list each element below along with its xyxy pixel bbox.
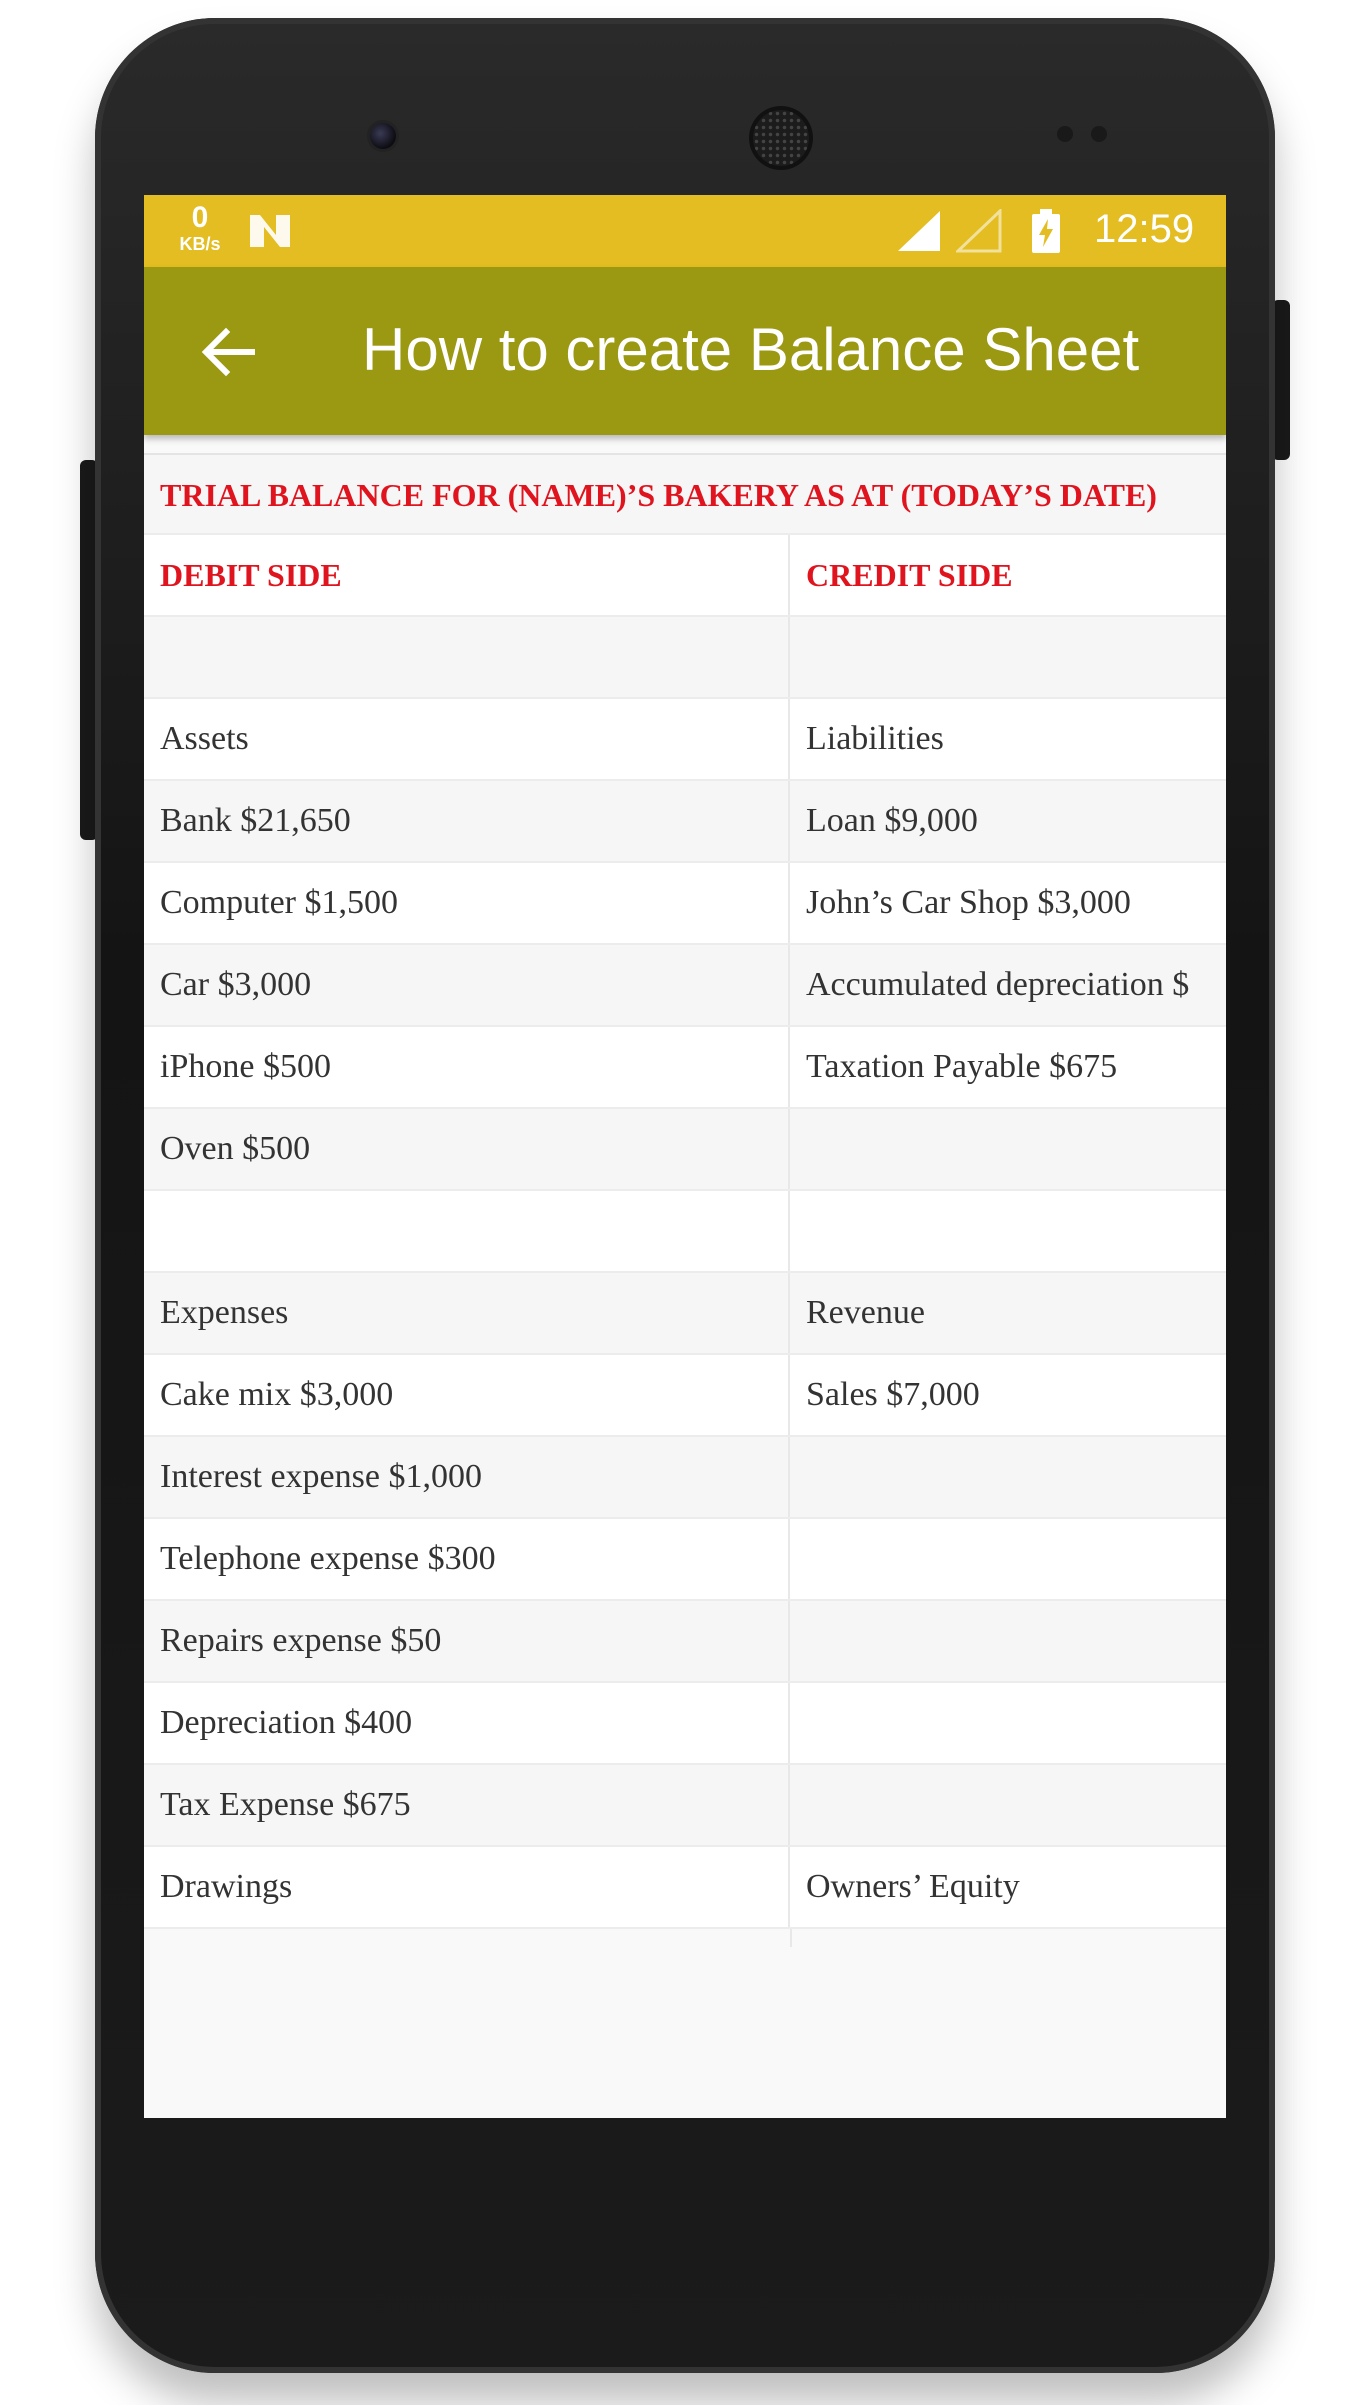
debit-cell [144,1191,790,1271]
debit-cell [144,617,790,697]
credit-cell: John’s Car Shop $3,000 [806,884,1131,921]
table-row [144,1683,1226,1765]
debit-cell: Tax Expense $675 [144,1765,790,1845]
credit-cell [790,1437,1226,1517]
status-bar [144,195,1226,267]
table-title-row [144,453,1226,535]
front-camera [370,123,396,149]
debit-cell: Cake mix $3,000 [144,1355,790,1435]
table-row [144,699,1226,781]
table-row [144,1355,1226,1437]
debit-cell: Repairs expense $50 [144,1601,790,1681]
status-time: 12:59 [1094,207,1195,251]
column-divider [790,1929,792,1947]
debit-cell: Telephone expense $300 [144,1519,790,1599]
credit-cell: Liabilities [806,720,944,757]
battery-charging-icon [1030,207,1062,255]
credit-cell: Revenue [806,1294,925,1331]
table-row [144,781,1226,863]
credit-cell: Accumulated depreciation $ [806,966,1190,1003]
table-title: TRIAL BALANCE FOR (NAME)’S BAKERY AS AT (TODAY’S DATE) [160,477,1157,513]
table-row [144,1191,1226,1273]
table-row [144,945,1226,1027]
table-row [144,1765,1226,1847]
table-row [144,1519,1226,1601]
table-header-row [144,535,1226,617]
debit-cell: Computer $1,500 [144,863,790,943]
table-row [144,1109,1226,1191]
table-row [144,1847,1226,1929]
credit-cell: Owners’ Equity [806,1868,1020,1905]
debit-cell: Oven $500 [144,1109,790,1189]
table-row [144,1601,1226,1683]
notification-n-icon [246,211,294,251]
cell-signal-icon [896,209,942,253]
debit-cell: iPhone $500 [144,1027,790,1107]
light-sensor [1091,126,1107,142]
credit-cell [790,617,1226,697]
network-speed-value: 0 [191,201,209,234]
credit-cell [790,1601,1226,1681]
debit-cell: Depreciation $400 [144,1683,790,1763]
table-row [144,1027,1226,1109]
credit-cell: Loan $9,000 [806,802,978,839]
cell-signal-empty-icon [956,209,1002,253]
table-row [144,1273,1226,1355]
table-body [144,617,1226,1929]
debit-cell: Car $3,000 [144,945,790,1025]
debit-cell: Expenses [144,1273,790,1353]
credit-cell: Sales $7,000 [806,1376,980,1413]
proximity-sensor [1057,126,1073,142]
credit-cell [790,1191,1226,1271]
debit-cell: Bank $21,650 [144,781,790,861]
credit-cell [790,1765,1226,1845]
table-row [144,863,1226,945]
table-row [144,617,1226,699]
back-arrow-icon[interactable] [194,317,264,387]
network-speed [172,203,228,253]
network-speed-unit: KB/s [179,234,221,254]
credit-cell: Taxation Payable $675 [806,1048,1118,1085]
debit-side-header: DEBIT SIDE [144,535,790,615]
credit-cell [790,1683,1226,1763]
page-title: How to create Balance Sheet [362,316,1140,383]
credit-cell [790,1519,1226,1599]
debit-cell: Interest expense $1,000 [144,1437,790,1517]
debit-cell: Drawings [144,1847,790,1927]
credit-side-header: CREDIT SIDE [806,557,1013,593]
app-toolbar [144,267,1226,435]
debit-cell: Assets [144,699,790,779]
table-row [144,1437,1226,1519]
earpiece-speaker [753,110,809,166]
trial-balance-table [144,453,1226,1929]
credit-cell [790,1109,1226,1189]
screen [144,195,1226,2118]
